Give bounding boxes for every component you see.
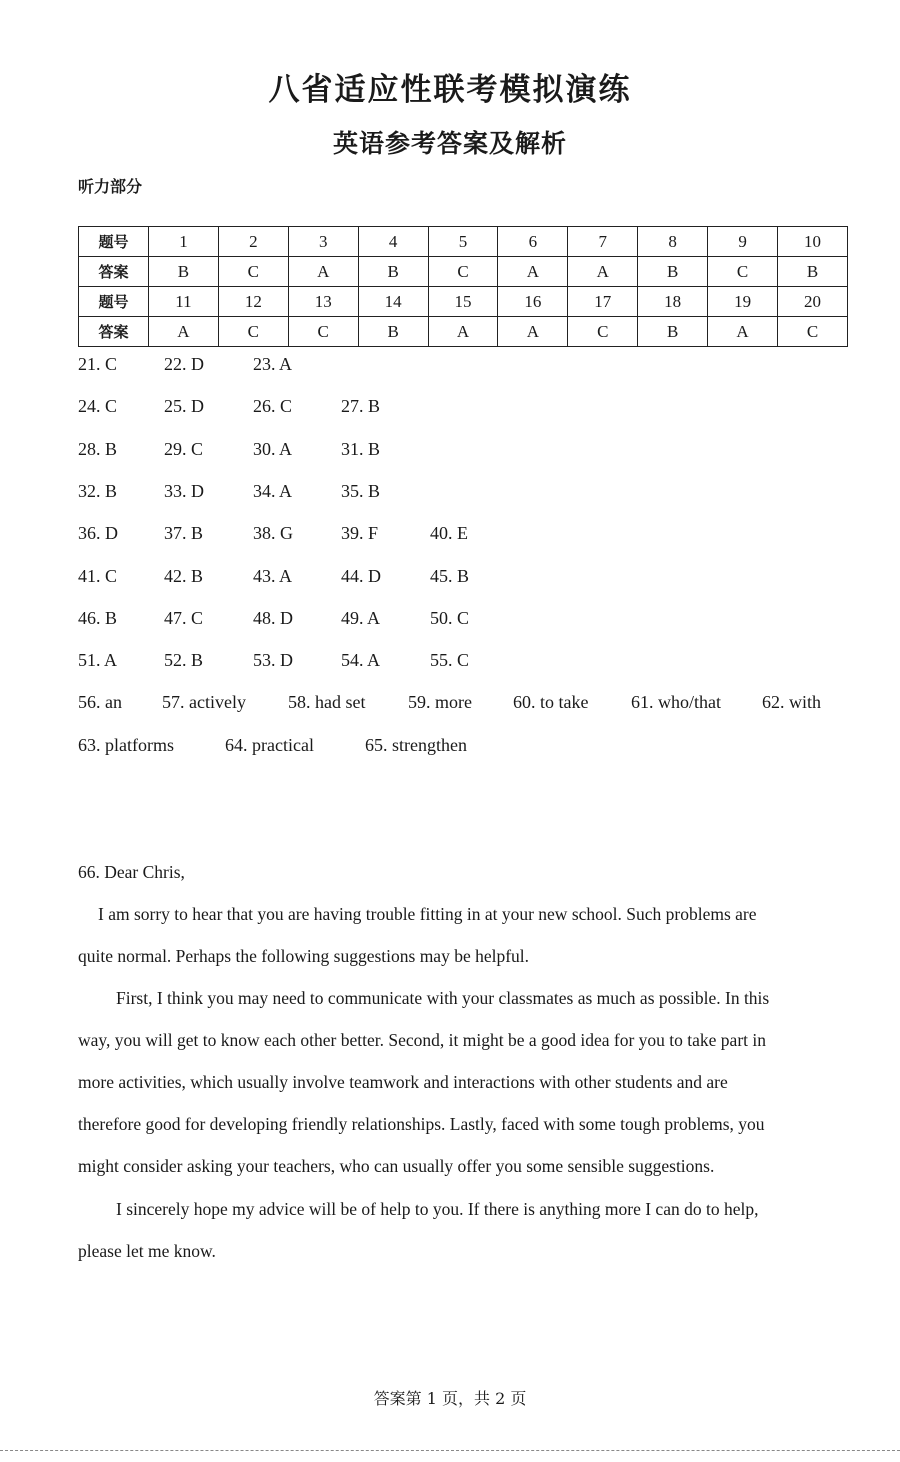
table-cell: B: [778, 257, 848, 287]
letter-line: more activities, which usually involve teamwork and interactions with other students and are: [78, 1072, 728, 1092]
table-cell: 12: [218, 287, 288, 317]
table-cell: A: [498, 317, 568, 347]
answer-item: 44. D: [341, 565, 381, 586]
table-cell: 7: [568, 227, 638, 257]
letter-line: I sincerely hope my advice will be of help to you. If there is anything more I can do to help,: [116, 1199, 759, 1219]
answer-item: 28. B: [78, 438, 118, 459]
page-footer: 答案第 1 页，共 2 页: [373, 1389, 527, 1408]
answer-item: 47. C: [164, 607, 204, 628]
fill-answer: 57. actively: [162, 692, 246, 712]
answer-item: 29. C: [164, 438, 204, 459]
letter-line: therefore good for developing friendly relationships. Lastly, faced with some tough problems, you: [78, 1114, 765, 1134]
letter-line: quite normal. Perhaps the following suggestions may be helpful.: [78, 946, 530, 966]
answer-item: 40. E: [430, 523, 468, 544]
table-cell: A: [498, 257, 568, 287]
page-title: 八省适应性联考模拟演练: [268, 72, 632, 108]
table-cell: 11: [149, 287, 219, 317]
table-cell: 16: [498, 287, 568, 317]
answer-item: 21. C: [78, 354, 118, 374]
answer-item: 33. D: [164, 480, 204, 501]
table-cell: A: [428, 317, 498, 347]
answer-item: 48. D: [253, 607, 293, 628]
table-cell: 15: [428, 287, 498, 317]
table-cell: A: [288, 257, 358, 287]
table-cell: 1: [149, 227, 219, 257]
table-cell: B: [358, 317, 428, 347]
table-cell: 10: [778, 227, 848, 257]
answer-item: 31. B: [341, 438, 381, 459]
table-cell: 17: [568, 287, 638, 317]
table-cell: 19: [708, 287, 778, 317]
answer-item: 24. C: [78, 396, 118, 417]
table-cell: 6: [498, 227, 568, 257]
answer-item: 41. C: [78, 565, 118, 586]
table-cell: 5: [428, 227, 498, 257]
table-cell: A: [568, 257, 638, 287]
table-cell: 9: [708, 227, 778, 257]
table-cell: C: [708, 257, 778, 287]
table-cell: 13: [288, 287, 358, 317]
answer-item: 36. D: [78, 523, 118, 544]
answer-item: 45. B: [430, 565, 470, 586]
page-subtitle: 英语参考答案及解析: [332, 129, 567, 158]
letter-line: I am sorry to hear that you are having trouble fitting in at your new school. Such problems are: [98, 904, 757, 924]
answer-item: 26. C: [253, 396, 293, 417]
answer-item: 30. A: [253, 438, 293, 459]
fill-answer: 65. strengthen: [365, 735, 467, 755]
fill-answer: 62. with: [762, 692, 822, 712]
answer-item: 34. A: [253, 480, 293, 501]
letter-line: might consider asking your teachers, who can usually offer you some sensible suggestions.: [78, 1156, 715, 1176]
table-cell: B: [149, 257, 219, 287]
table-cell: 20: [778, 287, 848, 317]
table-cell: A: [149, 317, 219, 347]
fill-answer: 59. more: [408, 692, 472, 712]
answer-item: 52. B: [164, 650, 204, 671]
table-cell: 2: [218, 227, 288, 257]
fill-answer: 61. who/that: [631, 692, 721, 712]
table-cell: C: [568, 317, 638, 347]
table-row-header: 答案: [79, 317, 149, 347]
table-cell: C: [778, 317, 848, 347]
answer-item: 39. F: [341, 523, 379, 544]
answer-item: 27. B: [341, 396, 381, 417]
table-cell: B: [638, 257, 708, 287]
table-cell: B: [638, 317, 708, 347]
letter-line: way, you will get to know each other better. Second, it might be a good idea for you to take part in: [78, 1030, 766, 1050]
table-cell: C: [218, 317, 288, 347]
answer-item: 50. C: [430, 607, 470, 628]
answer-item: 37. B: [164, 523, 204, 544]
answer-item: 32. B: [78, 480, 118, 501]
letter-line: please let me know.: [78, 1241, 216, 1261]
answer-item: 23. A: [253, 354, 293, 374]
answer-item: 25. D: [164, 396, 204, 417]
answer-item: 51. A: [78, 650, 118, 671]
table-row-header: 题号: [79, 287, 149, 317]
table-cell: B: [358, 257, 428, 287]
table-cell: 3: [288, 227, 358, 257]
answer-item: 55. C: [430, 650, 470, 671]
answer-item: 38. G: [253, 523, 293, 544]
fill-answer: 58. had set: [288, 692, 366, 712]
answer-item: 46. B: [78, 607, 118, 628]
table-cell: C: [288, 317, 358, 347]
table-cell: 18: [638, 287, 708, 317]
page-bottom-rule: [0, 1450, 900, 1451]
answer-item: 22. D: [164, 354, 204, 374]
table-row-header: 题号: [79, 227, 149, 257]
fill-answer: 63. platforms: [78, 735, 174, 755]
fill-answer: 56. an: [78, 692, 122, 712]
answer-item: 42. B: [164, 565, 204, 586]
letter-line: First, I think you may need to communicate with your classmates as much as possible. In this: [116, 988, 770, 1008]
table-cell: 8: [638, 227, 708, 257]
table-cell: 14: [358, 287, 428, 317]
table-cell: 4: [358, 227, 428, 257]
letter-greeting: 66. Dear Chris,: [78, 862, 185, 882]
answer-item: 54. A: [341, 650, 381, 671]
fill-answer: 64. practical: [225, 735, 314, 755]
answer-item: 53. D: [253, 650, 293, 671]
fill-answer: 60. to take: [513, 692, 589, 712]
answer-item: 43. A: [253, 565, 293, 586]
answer-item: 49. A: [341, 607, 381, 628]
section-label: 听力部分: [78, 177, 143, 196]
table-cell: C: [218, 257, 288, 287]
answer-item: 35. B: [341, 480, 381, 501]
table-cell: A: [708, 317, 778, 347]
table-row-header: 答案: [79, 257, 149, 287]
table-cell: C: [428, 257, 498, 287]
